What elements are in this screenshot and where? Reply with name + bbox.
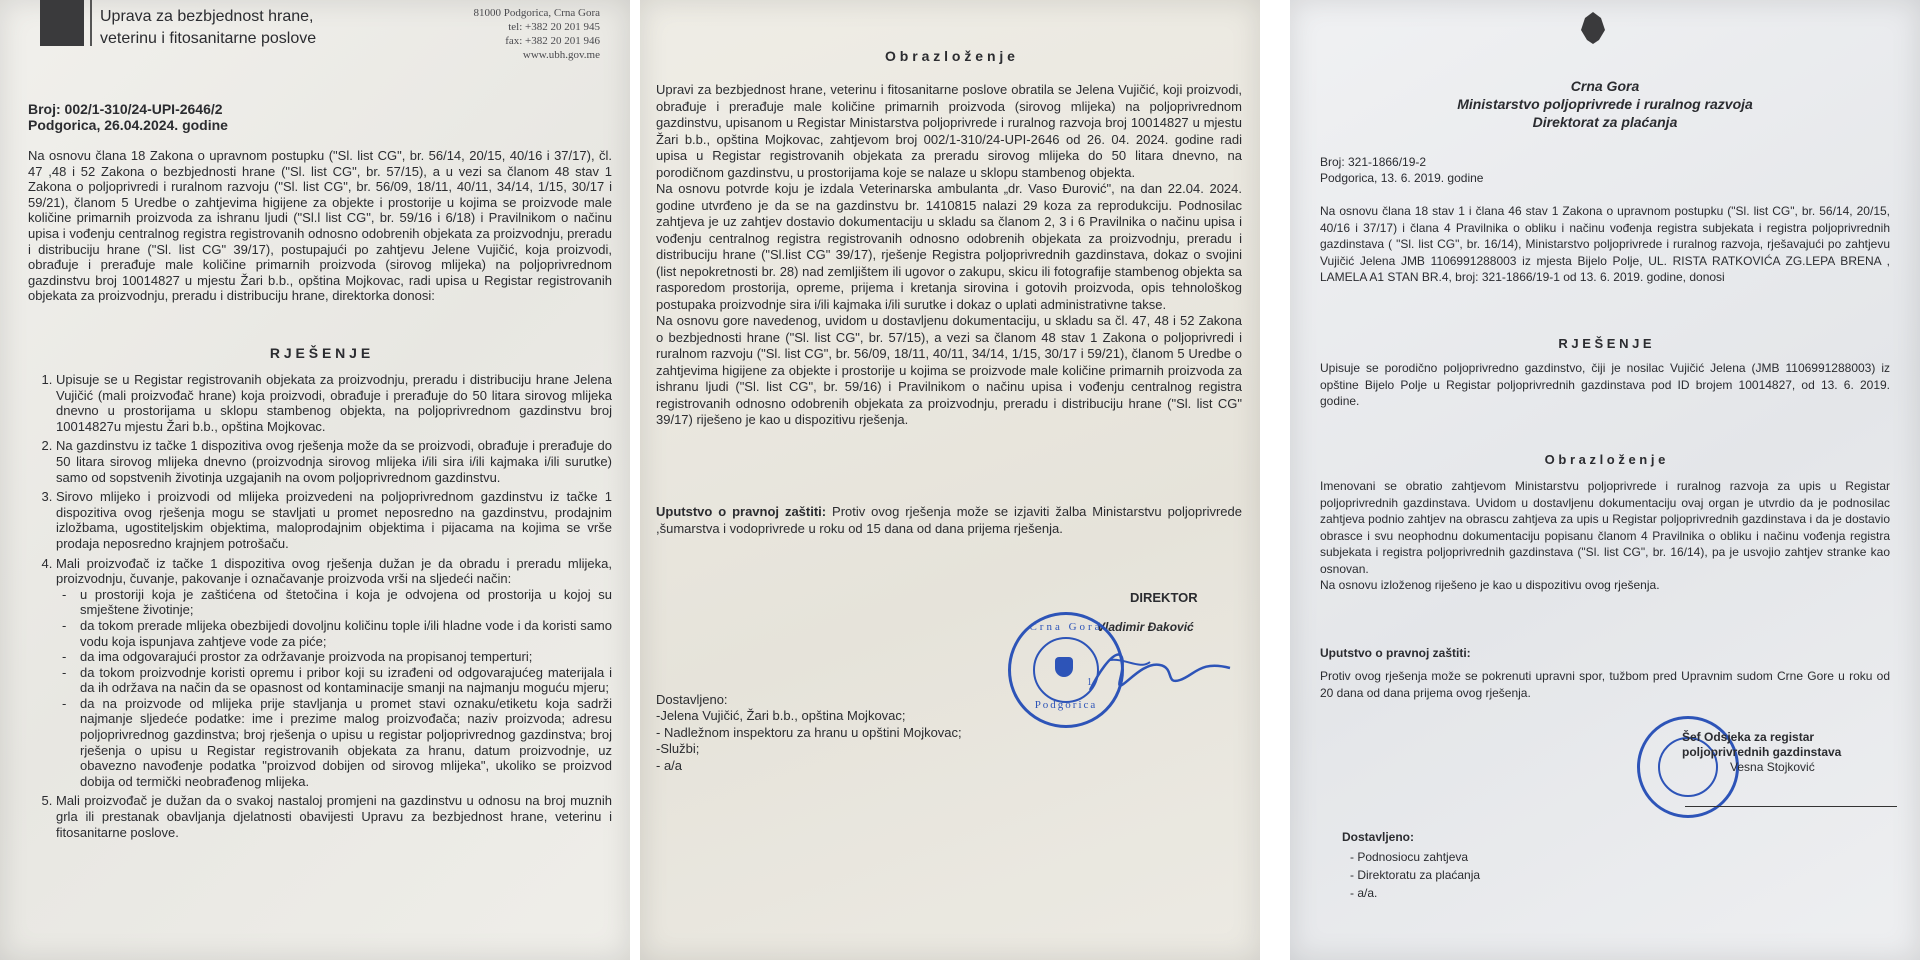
contact-web: www.ubh.gov.me	[522, 49, 600, 61]
stamp-number: 1	[1087, 677, 1092, 688]
subitem-2: - da tokom prerade mlijeka obezbijedi dovoljnu količinu tople i/ili hladne vode i da koristi samo vodu koja ispunjava zahtjeve vode za piće;	[80, 618, 612, 649]
subitem-4: - da tokom proizvodnje koristi opremu i pribor koji su izrađeni od odgovarajućeg materijala i da ih održava na način da se opasnost od kontaminacije smanji na najmanju moguću mjeru;	[80, 665, 612, 696]
contact-address: 81000 Podgorica, Crna Gora	[473, 7, 600, 19]
contact-tel: tel: +382 20 201 945	[508, 21, 600, 33]
legal-remedy-label: Uputstvo o pravnoj zaštiti:	[656, 504, 827, 519]
decision-item-4-text: Mali proizvođač iz tačke 1 dispozitiva ovog rješenja dužan je da obradu i preradu mlijeka, proizvodnju, čuvanje, pakovanje i označavanje proizvoda vrši na sljedeći način:	[56, 555, 612, 587]
delivered-item-3: -Službi;	[656, 741, 700, 756]
signature-line	[1685, 806, 1897, 807]
contact-fax: fax: +382 20 201 946	[505, 35, 600, 47]
decision-item-1: 1. Upisuje se u Registar registrovanih objekata za proizvodnju, preradu i distribuciju hrane Jelena Vujičić (mali proizvođač hrane) koja proizvodi, obrađuje i prerađuje do 50 litara sirovog mlijeka dnevno u prostorijama u sklopu stambenog objekta, na poljoprivrednom gazdinstvu broj 10014827u mjestu Žari b.b., opština Mojkovac.	[56, 372, 612, 434]
decision-item-5: 5. Mali proizvođač je dužan da o svakoj nastaloj promjeni na gazdinstvu u odnosu na broj muznih grla ili prestanak obavljanja djelatnosti obavijesti Upravu za bezbjednost hrane, veterinu i fitosanitarne poslove.	[56, 793, 612, 840]
legal-remedy-label: Uputstvo o pravnoj zaštiti:	[1320, 646, 1471, 660]
delivered-item-4: - a/a	[656, 757, 683, 773]
stamp-emblem	[1055, 657, 1073, 677]
decision-heading: R J E Š E N J E	[1558, 336, 1652, 351]
signer-name: Vladimir Đaković	[1097, 620, 1194, 634]
signer-title: Šef Odsjeka za registar poljoprivrednih gazdinstava	[1682, 730, 1842, 759]
place-date: Podgorica, 26.04.2024. godine	[28, 117, 228, 133]
delivered-item-2: - Direktoratu za plaćanja	[1350, 868, 1481, 882]
reasoning-text	[1320, 478, 1890, 594]
document-page-2	[640, 0, 1260, 960]
coat-of-arms-icon	[40, 0, 84, 46]
legal-remedy-text: Protiv ovog rješenja može se izjaviti žalba Ministarstvu poljoprivrede ,šumarstva i vodoprivrede u roku od 15 dana od dana prijema rješenja.	[656, 504, 1242, 536]
signer-name: Vesna Stojković	[1730, 760, 1815, 774]
reasoning-heading: O b r a z l o ž e n j e	[885, 48, 1015, 64]
delivered-label: Dostavljeno:	[1342, 830, 1415, 844]
reasoning-body	[656, 82, 1242, 429]
delivered-list	[656, 708, 962, 774]
decision-text: Upisuje se porodično poljoprivredno gazdinstvo, čiji je nosilac Vujičić Jelena (JMB 1106991288003) iz opštine Bijelo Polje u Registar poljoprivrednih gazdinstava pod ID brojem 10014827, od 13. 6. 2019. godine.	[1320, 361, 1890, 408]
reasoning-paragraph-2: Na osnovu potvrde koju je izdala Veterinarska ambulanta „dr. Vaso Đurović", na dan 22.04. 2024. godine utvrđeno je da se na gazdinstvu br. 1410815 nalazi 29 koza za reprodukciju. Podnosilac zahtjeva je uz zahtjev dostavio dokumentaciju u skladu sa članom 2, 3 i 6 Pravilnika o načinu upisa i vođenju centralnog registra registrovanih odnosno odobrenih objekata za proizvodnju, preradu i distribuciju hrane ("Sl.list CG" 39/17), rješenje Registra poljoprivrednih gazdinstava, dokaz o svojini (list nepokretnosti br. 28) nad zemljištem ili ugovor o zakupu, skicu ili fotografije stambenog objekta sa rasporedom prostorija, opreme, prijema i kretanja sirovina i gotovih proizvoda, opis tehnološkog postupaka proizvodnje sira i/ili kajmaka i/ili surutke i dokaz o uplati administrativne takse.	[656, 181, 1242, 312]
intro-paragraph: Na osnovu člana 18 stav 1 i člana 46 stav 1 Zakona o upravnom postupku ("Sl. list CG", br. 56/14, 20/15, 40/16 i 37/17) i člana 4 Pravilnika o obliku i načinu vođenja registra subjekata i registra poljoprivrednih gazdinstava ( "Sl. list CG", br. 16/14), Ministarstvo poljoprivrede i ruralnog razvoja, rješavajući po zahtjevu Vujičić Jelena JMB 1106991288003 iz mjesta Bijelo Polje, UL. RISTA RATKOVIĆA ZG.LEPA BRENA , LAMELA A1 STAN BR.4, broj: 321-1866/19-1 od 13. 6. 2019. godine, donosi	[1320, 204, 1890, 284]
delivered-label: Dostavljeno:	[656, 692, 728, 707]
delivered-item-2: - Nadležnom inspektoru za hranu u opštini Mojkovac;	[656, 724, 962, 740]
reasoning-paragraph-1: Imenovani se obratio zahtjevom Ministarstvu poljoprivrede i ruralnog razvoja za upis u Registar poljoprivrednih gazdinstava. Uvidom u dostavljenu dokumentaciju ovaj organ je utvrdio da je podnosilac zahtjeva podnio zahtjev na obrascu zahtjeva za upis u Registar poljoprivrednih gazdinstava i da je dostavio obrasce i svu neophodnu dokumentaciju popisanu članom 4 Pravilnika o obliku i načinu vođenja registra subjekata i registra poljoprivrednih gazdinstava ("Sl. list CG", br. 16/14), pa je usvojio zahtjev stranke kao osnovan.	[1320, 479, 1890, 576]
signature-icon	[1080, 630, 1240, 710]
signer-title: DIREKTOR	[1130, 590, 1198, 605]
agency-name: Uprava za bezbjednost hrane, veterinu i fitosanitarne poslove	[100, 8, 317, 47]
decision-items	[28, 372, 612, 844]
decision-item-3: 3. Sirovo mlijeko i proizvodi od mlijeka proizvedeni na poljoprivrednom gazdinstvu iz tačke 1 dispozitiva ovog rješenja mogu se stavljati u promet neposredno na gazdinstvu, prodajnim izložbama, ugostiteljskim objektima, maloprodajnim objektima i pijacama na kojima se vrše prodaja neposredno krajnjem potrošaču.	[56, 489, 612, 551]
reference-number: Broj: 002/1-310/24-UPI-2646/2	[28, 101, 223, 117]
delivered-item-1: -Jelena Vujičić, Žari b.b., opština Mojkovac;	[656, 708, 906, 723]
directorate-name: Direktorat za plaćanja	[1532, 114, 1678, 130]
reasoning-paragraph-3: Na osnovu gore navedenog, uvidom u dostavljenu dokumentaciju, u skladu sa čl. 47, 48 i 52 Zakona o bezbjednosti hrane ("Sl. list CG", br. 57/15), a vezi sa članom 48 stav 1 Zakona o poljoprivredi i ruralnom razvoju ("Sl. list CG", br. 56/09, 18/11, 40/11, 34/14, 1/15, 30/17 i 59/21), članom 5 Uredbe o zahtjevima higijene za objekte i prostorije u kojima se proizvode male količine primarnih proizvoda za ishranu ljudi ("Sl. list CG", br. 59/16) i Pravilnikom o načinu upisa i vođenju centralnog registra registrovanih odnosno odobrenih objekata za proizvodnju, preradu i distribuciju hrane ("Sl. list CG" 39/17) riješeno je kao u dispozitivu rješenja.	[656, 313, 1242, 427]
delivered-item-1: - Podnosiocu zahtjeva	[1350, 850, 1469, 864]
header-divider	[90, 0, 92, 46]
document-page-1	[0, 0, 630, 960]
stamp-bottom-text: Podgorica	[1034, 699, 1098, 711]
legal-remedy	[656, 504, 1242, 537]
subitem-3: - da ima odgovarajući prostor za održavanje proizvoda na propisanoj temperturi;	[80, 649, 612, 665]
contact-block	[420, 6, 600, 62]
reasoning-paragraph-1: Upravi za bezbjednost hrane, veterinu i fitosanitarne poslove obratila se Jelena Vujičić, koji proizvodi, obrađuje i prerađuje male količine primarnih proizvoda (sirovog mlijeka) na poljoprivrednom gazdinstvu, upisanom u Registar Ministarstva poljoprivrede i ruralnog razvoja broj 10014827 u mjestu Žari b.b., opština Mojkovac, zahtjevom broj 002/1-310/24-UPI-2646 od 26. 04. 2024. godine radi upisa u Registar registrovanih objekata za preradu sirovog mlijeka do 50 litara dnevno, na porodičnom gazdinstvu, u prostorijama koje se nalaze u sklopu stambenog objekta.	[656, 82, 1242, 180]
ministry-name: Ministarstvo poljoprivrede i ruralnog razvoja	[1457, 96, 1753, 112]
decision-item-2: 2. Na gazdinstvu iz tačke 1 dispozitiva ovog rješenja može da se proizvodi, obrađuje i prerađuje do 50 litara sirovog mlijeka dnevno (proizvodnja sirovog mlijeka i/ili sira i/ili kajmaka i/ili surutke) samo od sopstvenih životinja uzgajanih na ovom poljoprivrednom gazdinstvu.	[56, 438, 612, 485]
stamp-top-text: Crna Gora	[1029, 621, 1103, 633]
document-page-3	[1290, 0, 1920, 960]
intro-paragraph: Na osnovu člana 18 Zakona o upravnom postupku ("Sl. list CG", br. 56/14, 20/15, 40/16 i 37/17), čl. 47 ,48 i 52 Zakona o bezbjednosti hrane ("Sl. list CG", br. 57/15), a u vezi sa članom 48 stav 1 Zakona o poljoprivredi i ruralnom razvoju ("Sl. list CG", br. 56/09, 18/11, 40/11, 34/14, 1/15, 30/17 i 59/21), članom 5 Uredbe o zahtjevima higijene za objekte i prostorije u kojima se proizvode male količine primarnih proizvoda za ishranu ljudi ("Sl.l list CG", br. 59/16 i 6/18) i Pravilnikom o načinu upisa i vođenju centralnog registra registrovanih odnosno odobrenih objekata za proizvodnju, preradu i distribuciju hrane ("Sl. list CG" 39/17), postupajući po zahtjevu Jelene Vujičić, koja proizvodi, obrađuje i prerađuje male količine primarnih proizvoda (sirovog mlijeka) na poljoprivrednom gazdinstvu broj 10014827 u mjestu Žari b.b., opština Mojkovac, radi upisa u Registar registrovanih objekata za proizvodnju, preradu i distribuciju hrane, direktorka donosi:	[28, 148, 612, 304]
delivered-item-3: - a/a.	[1350, 886, 1378, 900]
place-date: Podgorica, 13. 6. 2019. godine	[1320, 171, 1484, 185]
delivered-list	[1350, 848, 1480, 902]
subitem-5: - da na proizvode od mlijeka prije stavljanja u promet stavi oznaku/etiketu koja sadrži najmanje sljedeće podatke: ime i prezime malog proizvođača; naziv proizvoda; adresu poljoprivrednog gazdinstva; broj rješenja o upisu u registar poljoprivrednog gazdinstva; broj rješenja o upisu u Registar registrovanih objekata za hranu, datum proizvodnje, uz obavezno navođenje podatka "proizvod dobijen od sirovog mlijeka", ukoliko se proizvod dobija od termički neobrađenog mlijeka.	[80, 696, 612, 790]
legal-remedy-text: Protiv ovog rješenja može se pokrenuti upravni spor, tužbom pred Upravnim sudom Crne Gore u roku od 20 dana od dana prijema ovog rješenja.	[1320, 669, 1890, 700]
reference-number: Broj: 321-1866/19-2	[1320, 155, 1427, 169]
reasoning-heading: O b r a z l o ž e n j e	[1544, 452, 1666, 467]
coat-of-arms-icon	[1575, 8, 1611, 48]
decision-item-4	[56, 556, 612, 790]
reasoning-paragraph-2: Na osnovu izloženog riješeno je kao u dispozitivu ovog rješenja.	[1320, 578, 1660, 592]
subitem-1: - u prostoriji koja je zaštićena od štetočina i koja je odvojena od prostorija u kojoj su smještene životinje;	[80, 587, 612, 618]
country-name: Crna Gora	[1570, 78, 1640, 94]
decision-heading: R J E Š E N J E	[269, 345, 371, 361]
